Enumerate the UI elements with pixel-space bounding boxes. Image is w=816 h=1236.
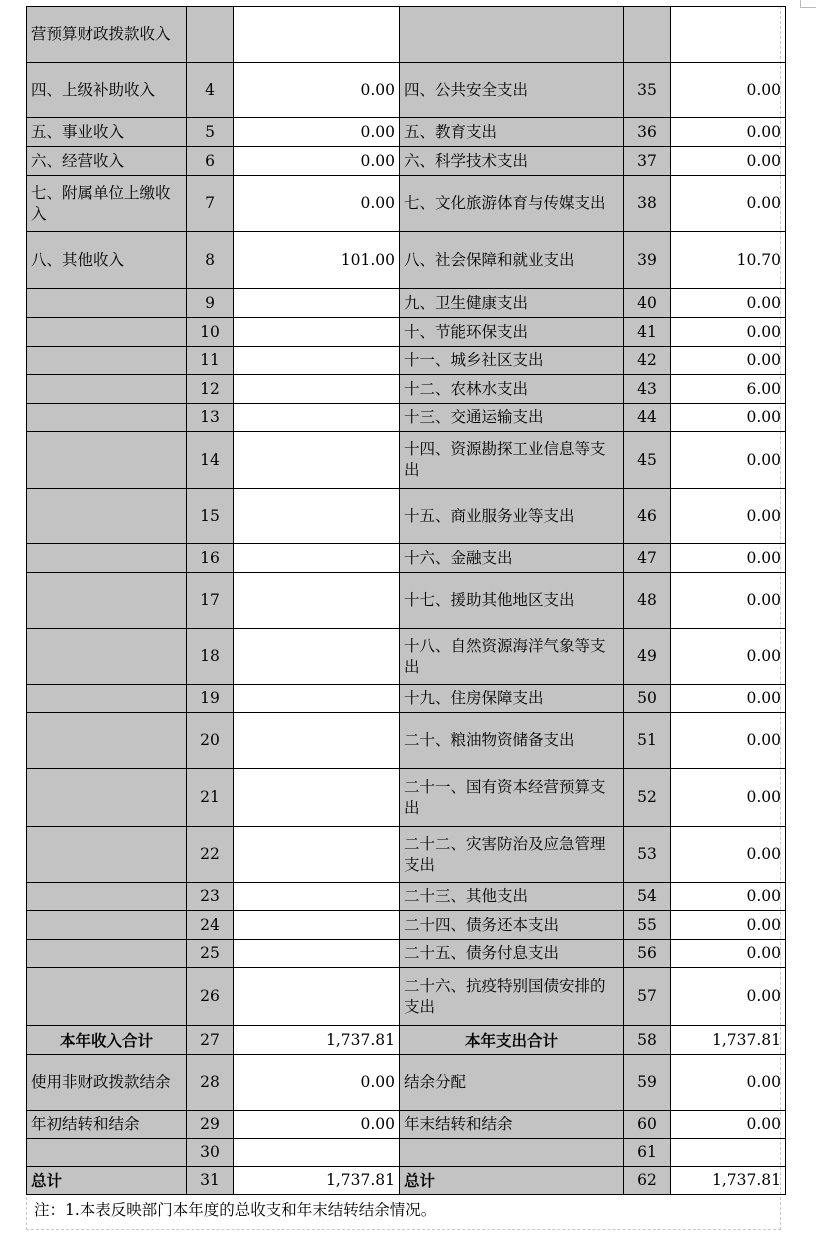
expenditure-item-cell: 二十五、债务付息支出 — [400, 940, 624, 968]
table-body — [27, 7, 786, 1195]
expenditure-item-cell — [400, 1139, 624, 1167]
expenditure-item-cell: 九、卫生健康支出 — [400, 289, 624, 318]
expenditure-line-number-cell: 43 — [624, 375, 671, 404]
expenditure-line-number-cell: 56 — [624, 940, 671, 968]
expenditure-amount-cell — [671, 1139, 786, 1167]
income-line-number-cell: 17 — [187, 573, 234, 629]
table-row — [27, 489, 786, 544]
income-item-cell: 本年收入合计 — [27, 1026, 187, 1055]
income-line-number-cell: 26 — [187, 968, 234, 1026]
income-line-number-cell: 25 — [187, 940, 234, 968]
table-row — [27, 1139, 786, 1167]
expenditure-item-cell: 十一、城乡社区支出 — [400, 347, 624, 375]
expenditure-item-cell: 十八、自然资源海洋气象等支出 — [400, 629, 624, 685]
table-row — [27, 713, 786, 769]
expenditure-amount-cell: 0.00 — [671, 1055, 786, 1111]
income-item-cell — [27, 629, 187, 685]
income-item-cell — [27, 827, 187, 883]
expenditure-line-number-cell: 47 — [624, 544, 671, 573]
expenditure-line-number-cell: 38 — [624, 176, 671, 232]
expenditure-line-number-cell: 46 — [624, 489, 671, 544]
expenditure-item-cell: 年末结转和结余 — [400, 1111, 624, 1139]
expenditure-line-number-cell: 45 — [624, 432, 671, 489]
income-line-number-cell: 28 — [187, 1055, 234, 1111]
income-line-number-cell: 4 — [187, 63, 234, 118]
expenditure-amount-cell — [671, 7, 786, 63]
income-item-cell — [27, 404, 187, 432]
expenditure-line-number-cell: 44 — [624, 404, 671, 432]
income-item-cell — [27, 968, 187, 1026]
income-item-cell — [27, 318, 187, 347]
expenditure-item-cell — [400, 7, 624, 63]
income-line-number-cell: 5 — [187, 118, 234, 147]
expenditure-item-cell: 十九、住房保障支出 — [400, 685, 624, 713]
income-line-number-cell: 29 — [187, 1111, 234, 1139]
expenditure-item-cell: 二十二、灾害防治及应急管理支出 — [400, 827, 624, 883]
table-row — [27, 573, 786, 629]
income-line-number-cell: 22 — [187, 827, 234, 883]
expenditure-amount-cell: 1,737.81 — [671, 1026, 786, 1055]
expenditure-amount-cell: 6.00 — [671, 375, 786, 404]
income-amount-cell — [234, 685, 400, 713]
table-row — [27, 883, 786, 911]
income-amount-cell — [234, 713, 400, 769]
income-item-cell — [27, 713, 187, 769]
expenditure-amount-cell: 0.00 — [671, 940, 786, 968]
income-amount-cell — [234, 318, 400, 347]
income-expenditure-table — [26, 6, 786, 1195]
expenditure-amount-cell: 0.00 — [671, 147, 786, 176]
expenditure-amount-cell: 0.00 — [671, 63, 786, 118]
income-item-cell — [27, 883, 187, 911]
expenditure-line-number-cell: 60 — [624, 1111, 671, 1139]
income-amount-cell — [234, 289, 400, 318]
table-row — [27, 1055, 786, 1111]
expenditure-amount-cell: 1,737.81 — [671, 1167, 786, 1195]
income-item-cell: 六、经营收入 — [27, 147, 187, 176]
expenditure-amount-cell: 0.00 — [671, 404, 786, 432]
table-row — [27, 118, 786, 147]
table-row — [27, 827, 786, 883]
table-row — [27, 968, 786, 1026]
income-item-cell: 七、附属单位上缴收入 — [27, 176, 187, 232]
income-line-number-cell: 7 — [187, 176, 234, 232]
income-line-number-cell: 13 — [187, 404, 234, 432]
income-amount-cell: 101.00 — [234, 232, 400, 289]
table-row — [27, 347, 786, 375]
table-row — [27, 911, 786, 940]
expenditure-item-cell: 十三、交通运输支出 — [400, 404, 624, 432]
expenditure-item-cell: 总计 — [400, 1167, 624, 1195]
expenditure-item-cell: 八、社会保障和就业支出 — [400, 232, 624, 289]
income-amount-cell — [234, 489, 400, 544]
expenditure-line-number-cell: 50 — [624, 685, 671, 713]
expenditure-line-number-cell: 61 — [624, 1139, 671, 1167]
income-line-number-cell: 12 — [187, 375, 234, 404]
income-line-number-cell: 18 — [187, 629, 234, 685]
income-line-number-cell: 10 — [187, 318, 234, 347]
expenditure-line-number-cell: 42 — [624, 347, 671, 375]
income-amount-cell — [234, 375, 400, 404]
table-row — [27, 1026, 786, 1055]
expenditure-line-number-cell: 58 — [624, 1026, 671, 1055]
income-amount-cell: 0.00 — [234, 176, 400, 232]
expenditure-amount-cell: 0.00 — [671, 629, 786, 685]
income-line-number-cell: 9 — [187, 289, 234, 318]
expenditure-amount-cell: 0.00 — [671, 827, 786, 883]
income-item-cell — [27, 1139, 187, 1167]
table-row — [27, 289, 786, 318]
expenditure-line-number-cell: 39 — [624, 232, 671, 289]
expenditure-item-cell: 十七、援助其他地区支出 — [400, 573, 624, 629]
income-amount-cell: 1,737.81 — [234, 1026, 400, 1055]
expenditure-item-cell: 五、教育支出 — [400, 118, 624, 147]
expenditure-amount-cell: 0.00 — [671, 911, 786, 940]
table-row — [27, 147, 786, 176]
expenditure-item-cell: 二十一、国有资本经营预算支出 — [400, 769, 624, 827]
income-line-number-cell: 23 — [187, 883, 234, 911]
income-amount-cell — [234, 940, 400, 968]
expenditure-line-number-cell: 53 — [624, 827, 671, 883]
income-amount-cell — [234, 544, 400, 573]
expenditure-amount-cell: 0.00 — [671, 289, 786, 318]
table-row — [27, 629, 786, 685]
income-amount-cell: 0.00 — [234, 147, 400, 176]
expenditure-line-number-cell: 49 — [624, 629, 671, 685]
expenditure-amount-cell: 0.00 — [671, 544, 786, 573]
income-line-number-cell: 14 — [187, 432, 234, 489]
expenditure-item-cell: 十二、农林水支出 — [400, 375, 624, 404]
income-line-number-cell — [187, 7, 234, 63]
expenditure-amount-cell: 0.00 — [671, 769, 786, 827]
table-row — [27, 232, 786, 289]
table-row — [27, 769, 786, 827]
income-amount-cell — [234, 911, 400, 940]
income-line-number-cell: 19 — [187, 685, 234, 713]
income-line-number-cell: 15 — [187, 489, 234, 544]
expenditure-line-number-cell: 51 — [624, 713, 671, 769]
expenditure-amount-cell: 0.00 — [671, 573, 786, 629]
expenditure-item-cell: 十四、资源勘探工业信息等支出 — [400, 432, 624, 489]
income-line-number-cell: 11 — [187, 347, 234, 375]
page-corner-mark — [800, 0, 816, 8]
expenditure-amount-cell: 0.00 — [671, 685, 786, 713]
income-amount-cell: 1,737.81 — [234, 1167, 400, 1195]
income-amount-cell: 0.00 — [234, 1055, 400, 1111]
income-item-cell: 总计 — [27, 1167, 187, 1195]
expenditure-item-cell: 七、文化旅游体育与传媒支出 — [400, 176, 624, 232]
expenditure-amount-cell: 0.00 — [671, 176, 786, 232]
expenditure-item-cell: 十六、金融支出 — [400, 544, 624, 573]
expenditure-line-number-cell: 57 — [624, 968, 671, 1026]
table-row — [27, 1167, 786, 1195]
expenditure-line-number-cell: 55 — [624, 911, 671, 940]
expenditure-line-number-cell: 52 — [624, 769, 671, 827]
income-line-number-cell: 8 — [187, 232, 234, 289]
income-item-cell: 四、上级补助收入 — [27, 63, 187, 118]
income-amount-cell: 0.00 — [234, 1111, 400, 1139]
expenditure-item-cell: 结余分配 — [400, 1055, 624, 1111]
income-amount-cell — [234, 404, 400, 432]
expenditure-item-cell: 二十六、抗疫特别国债安排的支出 — [400, 968, 624, 1026]
expenditure-item-cell: 二十、粮油物资储备支出 — [400, 713, 624, 769]
income-item-cell: 使用非财政拨款结余 — [27, 1055, 187, 1111]
income-item-cell — [27, 911, 187, 940]
expenditure-line-number-cell: 54 — [624, 883, 671, 911]
income-line-number-cell: 31 — [187, 1167, 234, 1195]
table-row — [27, 940, 786, 968]
income-line-number-cell: 24 — [187, 911, 234, 940]
income-item-cell — [27, 489, 187, 544]
income-amount-cell: 0.00 — [234, 63, 400, 118]
income-amount-cell — [234, 827, 400, 883]
expenditure-line-number-cell — [624, 7, 671, 63]
expenditure-item-cell: 十五、商业服务业等支出 — [400, 489, 624, 544]
expenditure-amount-cell: 0.00 — [671, 432, 786, 489]
income-item-cell — [27, 432, 187, 489]
expenditure-amount-cell: 0.00 — [671, 968, 786, 1026]
expenditure-amount-cell: 0.00 — [671, 713, 786, 769]
table-row — [27, 544, 786, 573]
income-line-number-cell: 30 — [187, 1139, 234, 1167]
income-line-number-cell: 21 — [187, 769, 234, 827]
income-amount-cell — [234, 769, 400, 827]
expenditure-amount-cell: 0.00 — [671, 1111, 786, 1139]
table-row — [27, 685, 786, 713]
income-item-cell: 五、事业收入 — [27, 118, 187, 147]
table-row — [27, 404, 786, 432]
table-row — [27, 176, 786, 232]
expenditure-line-number-cell: 40 — [624, 289, 671, 318]
income-item-cell — [27, 544, 187, 573]
income-item-cell: 八、其他收入 — [27, 232, 187, 289]
expenditure-item-cell: 二十三、其他支出 — [400, 883, 624, 911]
table-row — [27, 7, 786, 63]
income-item-cell — [27, 289, 187, 318]
expenditure-line-number-cell: 48 — [624, 573, 671, 629]
income-item-cell — [27, 685, 187, 713]
table-row — [27, 432, 786, 489]
table-row — [27, 1111, 786, 1139]
expenditure-amount-cell: 10.70 — [671, 232, 786, 289]
table-row — [27, 63, 786, 118]
income-item-cell: 营预算财政拨款收入 — [27, 7, 187, 63]
expenditure-line-number-cell: 36 — [624, 118, 671, 147]
income-amount-cell — [234, 7, 400, 63]
table-note: 注：1.本表反映部门本年度的总收支和年末结转结余情况。 — [34, 1201, 437, 1219]
expenditure-amount-cell: 0.00 — [671, 318, 786, 347]
income-amount-cell — [234, 347, 400, 375]
expenditure-amount-cell: 0.00 — [671, 118, 786, 147]
income-item-cell: 年初结转和结余 — [27, 1111, 187, 1139]
expenditure-item-cell: 本年支出合计 — [400, 1026, 624, 1055]
expenditure-item-cell: 二十四、债务还本支出 — [400, 911, 624, 940]
expenditure-amount-cell: 0.00 — [671, 883, 786, 911]
expenditure-line-number-cell: 59 — [624, 1055, 671, 1111]
expenditure-item-cell: 十、节能环保支出 — [400, 318, 624, 347]
expenditure-item-cell: 四、公共安全支出 — [400, 63, 624, 118]
income-line-number-cell: 6 — [187, 147, 234, 176]
income-line-number-cell: 16 — [187, 544, 234, 573]
expenditure-item-cell: 六、科学技术支出 — [400, 147, 624, 176]
income-line-number-cell: 27 — [187, 1026, 234, 1055]
expenditure-amount-cell: 0.00 — [671, 489, 786, 544]
income-amount-cell — [234, 1139, 400, 1167]
income-item-cell — [27, 375, 187, 404]
table-row — [27, 318, 786, 347]
income-amount-cell — [234, 573, 400, 629]
income-item-cell — [27, 769, 187, 827]
income-item-cell — [27, 347, 187, 375]
income-line-number-cell: 20 — [187, 713, 234, 769]
expenditure-line-number-cell: 35 — [624, 63, 671, 118]
income-amount-cell — [234, 968, 400, 1026]
income-item-cell — [27, 573, 187, 629]
expenditure-amount-cell: 0.00 — [671, 347, 786, 375]
income-amount-cell: 0.00 — [234, 118, 400, 147]
expenditure-line-number-cell: 62 — [624, 1167, 671, 1195]
table-row — [27, 375, 786, 404]
income-amount-cell — [234, 432, 400, 489]
income-amount-cell — [234, 629, 400, 685]
expenditure-line-number-cell: 37 — [624, 147, 671, 176]
expenditure-line-number-cell: 41 — [624, 318, 671, 347]
income-amount-cell — [234, 883, 400, 911]
income-item-cell — [27, 940, 187, 968]
